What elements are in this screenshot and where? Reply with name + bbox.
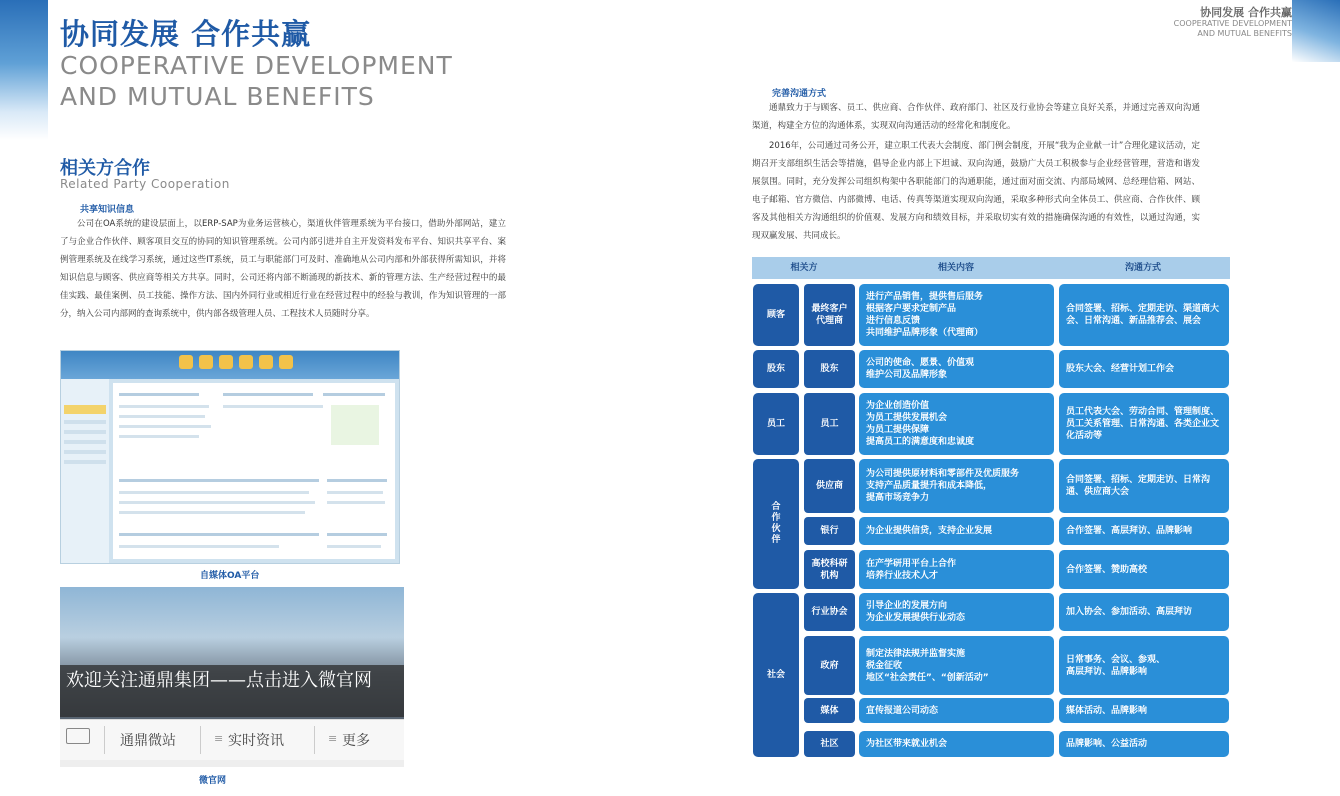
oa-sidebar [61,379,109,563]
oa-sidebar-line [64,420,106,424]
section-title: 相关方合作 [60,158,150,179]
sub-media: 媒体 [804,698,855,723]
sub-community: 社区 [804,731,855,757]
oa-sidebar-selected [64,405,106,414]
oa-app-icon [199,355,213,369]
sub-bank: 银行 [804,517,855,545]
oa-app-icon [179,355,193,369]
keyboard-icon[interactable] [66,728,90,744]
running-header-cn: 协同发展 合作共赢 [1200,6,1292,19]
oa-line [119,511,305,514]
oa-toolbar [61,351,399,379]
communication-heading: 完善沟通方式 [772,89,827,99]
method-bank: 合作签署、高层拜访、品牌影响 [1059,517,1229,545]
running-header-en-line2: AND MUTUAL BENEFITS [1197,29,1292,38]
running-header-en [1174,19,1292,39]
oa-line [119,491,309,494]
sub-employee: 员工 [804,393,855,455]
oa-app-icon [279,355,293,369]
content-media: 宣传报道公司动态 [859,698,1054,723]
page-title-en-line1: COOPERATIVE DEVELOPMENT [60,51,453,80]
group-employee: 员工 [753,393,799,455]
wechat-menu-item[interactable]: 通鼎微站 [120,733,176,749]
content-university: 在产学研用平台上合作 培养行业技术人才 [859,550,1054,589]
content-supplier: 为公司提供原材料和零部件及优质服务 支持产品质量提升和成本降低， 提高市场竞争力 [859,459,1054,513]
wechat-caption: 微官网 [199,776,227,786]
menu-divider [104,726,105,754]
method-university: 合作签署、赞助高校 [1059,550,1229,589]
sub-university: 高校科研机构 [804,550,855,589]
oa-line [223,405,323,408]
oa-line [119,545,279,548]
oa-app-icon [219,355,233,369]
oa-line [119,393,199,396]
oa-line [323,393,385,396]
table-header-content: 相关内容 [856,257,1056,279]
ink-decoration-left [0,0,48,140]
communication-paragraph-2: 2016年，公司通过司务公开，建立职工代表大会制度、部门例会制度，开展“我为企业献一计”合理化建议活动，定期召开支部组织生活会等措施，倡导企业内部上下坦诚、双向沟通，鼓励广大员工积极参与企业经营管理，营造和谐发展氛围。同时，充分发挥公司组织构架中各职能部门的沟通职能，通过面对面交流、内部局域网、总经理信箱、网站、电子邮箱、官方微信、内部微博、电话、传真等渠道实现双向沟通，采取多种形式向全体员工、供应商、合作伙伴、顾客及其他相关方沟通组织的价值观、发展方向和绩效目标，并采取切实有效的措施确保沟通的有效性，以通过沟通，实现双赢发展、共同成长。 [752,141,1200,241]
method-community: 品牌影响、公益活动 [1059,731,1229,757]
oa-main-panel [113,383,395,559]
oa-platform-screenshot [60,350,400,564]
oa-caption: 自媒体OA平台 [200,571,260,581]
oa-sidebar-line [64,450,106,454]
oa-line [327,533,387,536]
knowledge-sharing-paragraph: 公司在OA系统的建设层面上，以ERP-SAP为业务运营核心，渠道伙伴管理系统为平台接口，借助外部网站，建立了与企业合作伙伴、顾客项目交互的协同的知识管理系统。公司内部引进并自主开发资料发布平台、知识共享平台、案例管理系统及在线学习系统，通过这些IT系统，员工与职能部门可及时、准确地从公司内部和外部获得所需知识，并将知识信息与顾客、供应商等相关方共享。同时，公司还将内部不断涌现的新技术、新的管理方法、生产经营过程中的最佳实践、最佳案例、员工技能、操作方法、国内外同行业或相近行业在经营过程中的经验与教训，作为知识管理的一部分，纳入公司内部网的查询系统中，供内部各级管理人员、工程技术人员随时分享。 [60,219,506,319]
oa-line [119,479,319,482]
oa-app-icon [259,355,273,369]
group-customer: 顾客 [753,284,799,346]
method-shareholder: 股东大会、经营计划工作会 [1059,350,1229,388]
wechat-menu-item[interactable]: 实时资讯 [228,733,284,749]
sub-customer-agent: 最终客户代理商 [804,284,855,346]
table-header-stakeholder: 相关方 [752,257,856,279]
sub-industry-association: 行业协会 [804,593,855,631]
page-title-en-line2: AND MUTUAL BENEFITS [60,82,375,111]
oa-line [327,491,383,494]
oa-sidebar-line [64,460,106,464]
ink-decoration-right [1292,0,1340,62]
oa-line [223,393,313,396]
content-employee: 为企业创造价值 为员工提供发展机会 为员工提供保障 提高员工的满意度和忠诚度 [859,393,1054,455]
method-employee: 员工代表大会、劳动合同、管理制度、员工关系管理、日常沟通、各类企业文化活动等 [1059,393,1229,455]
menu-divider [200,726,201,754]
content-bank: 为企业提供信贷，支持企业发展 [859,517,1054,545]
oa-line [327,479,387,482]
section-subtitle: Related Party Cooperation [60,177,230,191]
communication-paragraph-1: 通鼎致力于与顾客、员工、供应商、合作伙伴、政府部门、社区及行业协会等建立良好关系，并通过完善双向沟通渠道，构建全方位的沟通体系，实现双向沟通活动的经常化和制度化。 [752,103,1200,131]
content-government: 制定法律法规并监督实施 税金征收 地区“社会责任”、“创新活动” [859,636,1054,695]
method-customer: 合同签署、招标、定期走访、渠道商大会、日常沟通、新品推荐会、展会 [1059,284,1229,346]
content-community: 为社区带来就业机会 [859,731,1054,757]
oa-line [119,533,319,536]
content-industry-association: 引导企业的发展方向 为企业发展提供行业动态 [859,593,1054,631]
wechat-banner-text[interactable]: 欢迎关注通鼎集团——点击进入微官网 [66,670,372,691]
content-shareholder: 公司的使命、愿景、价值观 维护公司及品牌形象 [859,350,1054,388]
oa-line [327,501,385,504]
method-industry-association: 加入协会、参加活动、高层拜访 [1059,593,1229,631]
page-title-en [60,50,453,112]
method-media: 媒体活动、品牌影响 [1059,698,1229,723]
oa-widget [331,405,379,445]
menu-list-icon: ≡ [328,732,338,745]
oa-line [119,501,315,504]
running-header-en-line1: COOPERATIVE DEVELOPMENT [1173,19,1292,28]
oa-app-icon [239,355,253,369]
oa-line [119,405,209,408]
group-society: 社会 [753,593,799,757]
sub-government: 政府 [804,636,855,695]
sub-shareholder: 股东 [804,350,855,388]
menu-divider [314,726,315,754]
sub-supplier: 供应商 [804,459,855,513]
oa-line [119,435,199,438]
method-government: 日常事务、会议、参观、 高层拜访、品牌影响 [1059,636,1229,695]
oa-line [327,545,381,548]
table-header-method: 沟通方式 [1056,257,1230,279]
page-title-cn: 协同发展 合作共赢 [60,17,312,51]
oa-line [119,415,205,418]
wechat-menu-bar [60,719,404,760]
wechat-screenshot [60,587,404,767]
oa-sidebar-line [64,430,106,434]
content-customer: 进行产品销售，提供售后服务 根据客户要求定制产品 进行信息反馈 共同维护品牌形象（代理商） [859,284,1054,346]
group-partner-label: 合作伙伴 [771,502,781,545]
oa-line [119,425,211,428]
knowledge-sharing-heading: 共享知识信息 [80,205,135,215]
wechat-menu-item[interactable]: 更多 [342,733,370,749]
group-shareholder: 股东 [753,350,799,388]
oa-sidebar-line [64,440,106,444]
method-supplier: 合同签署、招标、定期走访、日常沟通、供应商大会 [1059,459,1229,513]
group-partner [753,459,799,589]
menu-list-icon: ≡ [214,732,224,745]
